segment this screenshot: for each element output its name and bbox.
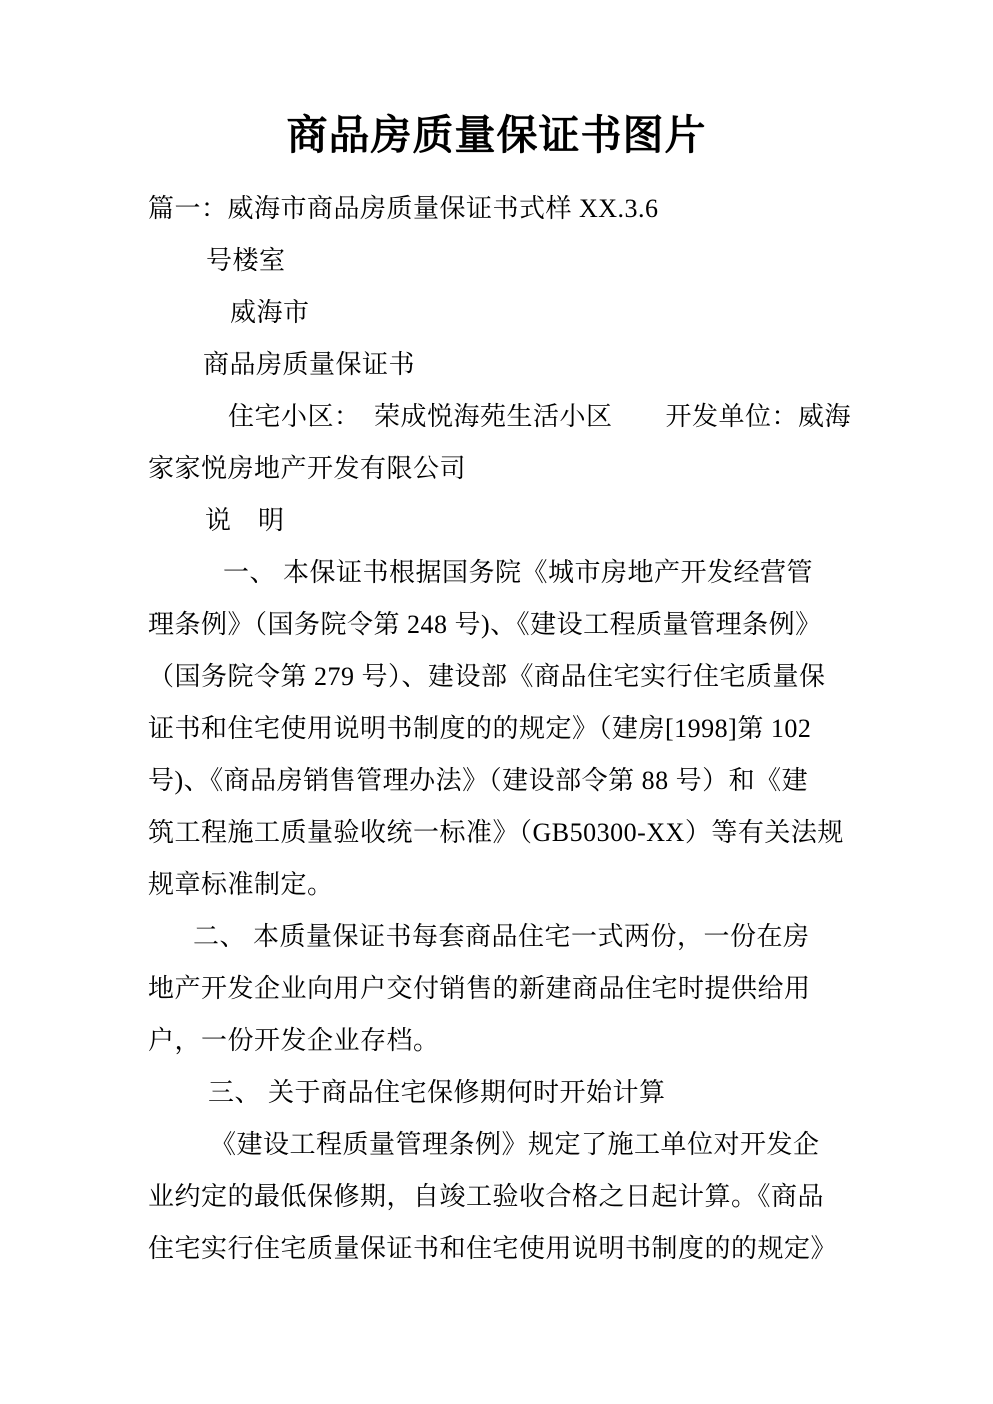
text-line: 地产开发企业向用户交付销售的新建商品住宅时提供给用 (148, 974, 811, 1003)
text-line: 筑工程施工质量验收统一标准》（GB50300-XX）等有关法规 (148, 818, 844, 847)
text-line: 《建设工程质量管理条例》规定了施工单位对开发企 (210, 1130, 820, 1159)
text-line: 说 明 (205, 506, 285, 535)
text-line: 号)、《商品房销售管理办法》（建设部令第 88 号）和《建 (148, 766, 809, 795)
document-lines (148, 183, 860, 1275)
text-line: 证书和住宅使用说明书制度的的规定》（建房[1998]第 102 (148, 714, 812, 743)
text-line: 商品房质量保证书 (203, 350, 416, 379)
text-line: 住宅实行住宅质量保证书和住宅使用说明书制度的的规定》 (148, 1234, 838, 1263)
text-line: 一、 本保证书根据国务院《城市房地产开发经营管 (223, 558, 814, 587)
text-line: 二、 本质量保证书每套商品住宅一式两份，一份在房 (193, 922, 810, 951)
text-line: 户，一份开发企业存档。 (148, 1026, 440, 1055)
text-line: 业约定的最低保修期，自竣工验收合格之日起计算。《商品 (148, 1182, 825, 1211)
text-line: 号楼室 (206, 246, 286, 275)
text-line: 三、 关于商品住宅保修期何时开始计算 (208, 1078, 666, 1107)
text-line: 家家悦房地产开发有限公司 (148, 454, 467, 483)
text-line: （国务院令第 279 号）、建设部《商品住宅实行住宅质量保 (148, 662, 826, 691)
text-line: 威海市 (230, 298, 310, 327)
text-line: 规章标准制定。 (148, 870, 334, 899)
document-title: 商品房质量保证书图片 (286, 112, 707, 158)
text-line: 住宅小区： 荣成悦海苑生活小区 开发单位：威海 (228, 402, 852, 431)
text-line: 篇一：威海市商品房质量保证书式样 XX.3.6 (148, 194, 659, 223)
text-line: 理条例》（国务院令第 248 号)、《建设工程质量管理条例》 (148, 610, 822, 639)
